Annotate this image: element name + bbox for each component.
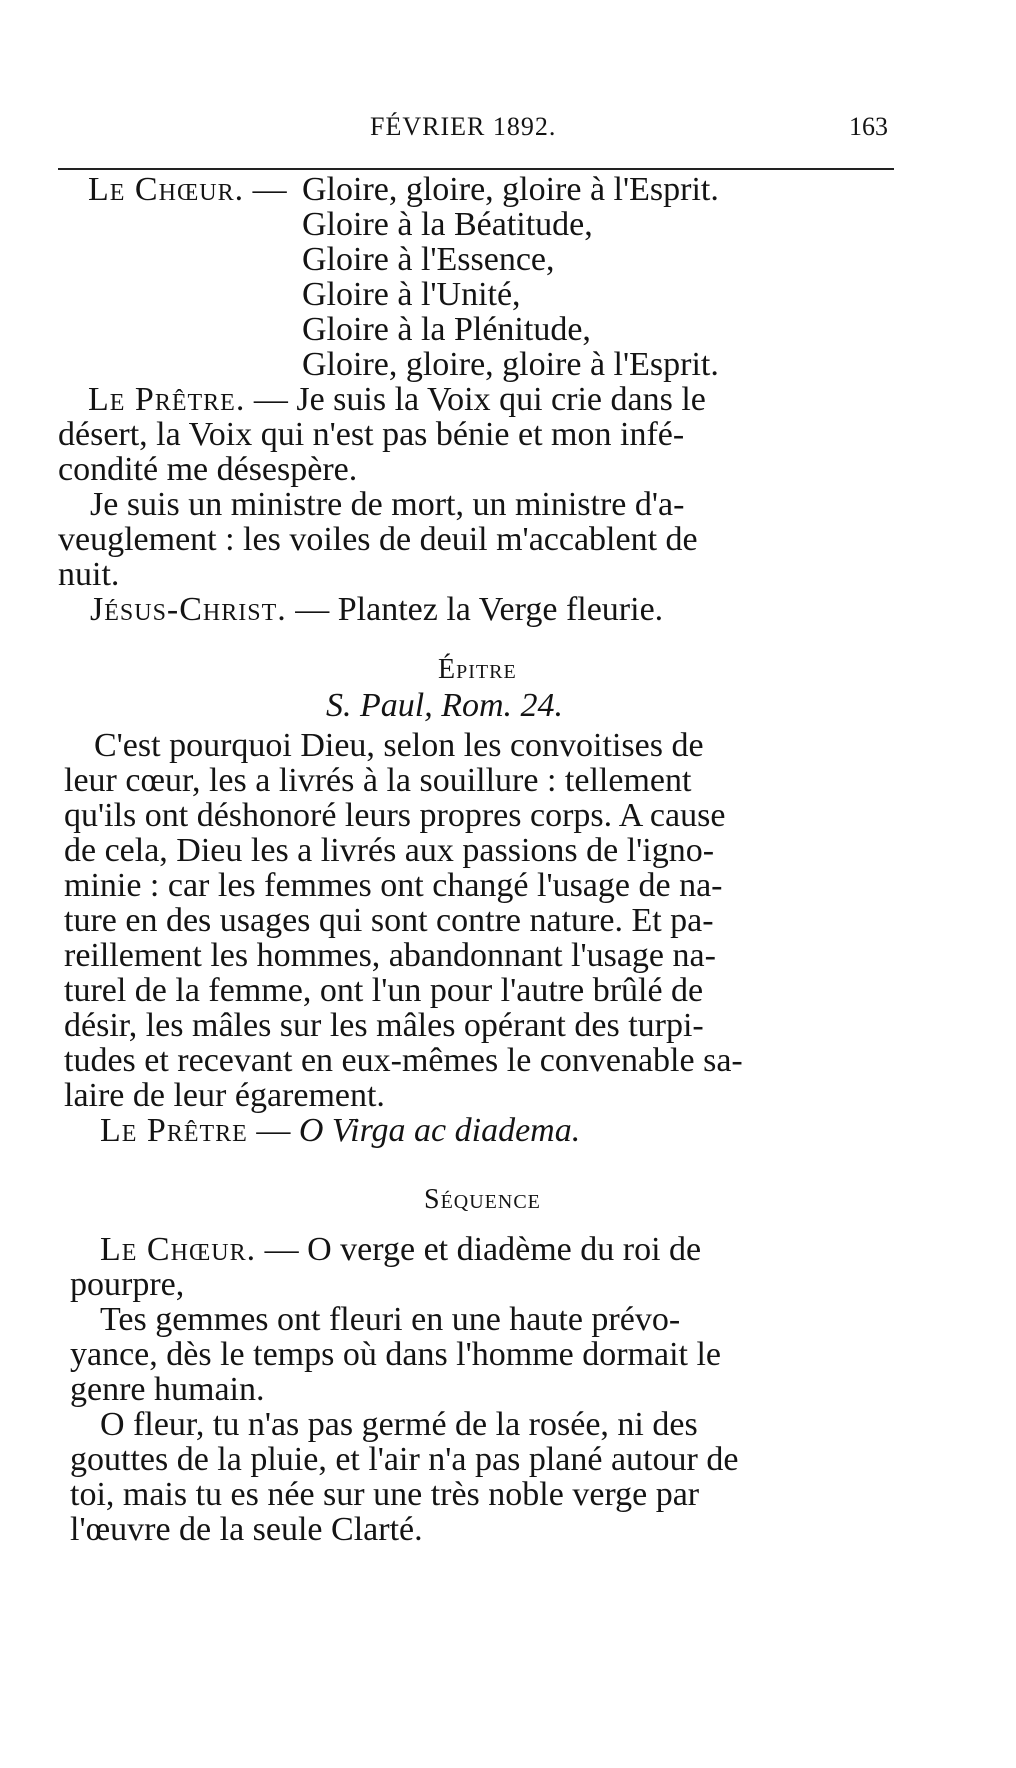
epitre-line-8: turel de la femme, ont l'un pour l'autre brûlé de — [64, 972, 704, 1009]
gloire-line-6: Gloire, gloire, gloire à l'Esprit. — [302, 346, 719, 383]
pretre-first-line: — Je suis la Voix qui crie dans le — [253, 381, 706, 418]
sequence-line-8: l'œuvre de la seule Clarté. — [70, 1511, 423, 1548]
jesus-text: — Plantez la Verge fleurie. — [295, 591, 664, 628]
epitre-line-2: leur cœur, les a livrés à la souillure : tellement — [64, 762, 692, 799]
pretre-virga-line — [100, 1111, 580, 1151]
pretre-line-5: nuit. — [58, 556, 120, 593]
gloire-line-4: Gloire à l'Unité, — [302, 276, 521, 313]
sequence-line-2: Tes gemmes ont fleuri en une haute prévo- — [100, 1301, 681, 1338]
epitre-line-5: minie : car les femmes ont changé l'usage de na- — [64, 867, 723, 904]
page-header — [58, 108, 898, 156]
gloire-line-1: Gloire, gloire, gloire à l'Esprit. — [302, 171, 719, 208]
sequence-first-line: — O verge et diadème du roi de — [264, 1231, 702, 1268]
epitre-line-1: C'est pourquoi Dieu, selon les convoitises de — [94, 727, 704, 764]
sequence-line-6: gouttes de la pluie, et l'air n'a pas plané autour de — [70, 1441, 739, 1478]
sequence-line-7: toi, mais tu es née sur une très noble verge par — [70, 1476, 700, 1513]
pretre-line-3: Je suis un ministre de mort, un ministre d'a- — [90, 486, 685, 523]
pretre-line-4: veuglement : les voiles de deuil m'accablent de — [58, 521, 698, 558]
gloire-line-2: Gloire à la Béatitude, — [302, 206, 593, 243]
gloire-line-3: Gloire à l'Essence, — [302, 241, 555, 278]
epitre-line-10: tudes et recevant en eux-mêmes le convenable sa- — [64, 1042, 743, 1079]
epitre-heading: Épitre — [438, 654, 517, 685]
epitre-line-4: de cela, Dieu les a livrés aux passions de l'igno- — [64, 832, 715, 869]
dash-2: — — [256, 1112, 291, 1149]
choeur-speaker-line — [88, 170, 287, 210]
epitre-line-3: qu'ils ont déshonoré leurs propres corps. A cause — [64, 797, 726, 834]
virga-text: O Virga ac diadema. — [298, 1112, 581, 1149]
dash: — — [252, 171, 287, 208]
gloire-line-5: Gloire à la Plénitude, — [302, 311, 591, 348]
running-title: FÉVRIER 1892. — [370, 112, 557, 141]
page-number: 163 — [849, 112, 888, 141]
sequence-line-4: genre humain. — [70, 1371, 265, 1408]
epitre-line-9: désir, les mâles sur les mâles opérant des turpi- — [64, 1007, 704, 1044]
sequence-line-3: yance, dès le temps où dans l'homme dormait le — [70, 1336, 722, 1373]
pretre-line-1: désert, la Voix qui n'est pas bénie et mon infé- — [58, 416, 685, 453]
speaker-jesus-christ: Jésus-Christ. — [90, 591, 287, 628]
pretre-speaker-line — [88, 380, 706, 420]
epitre-line-7: reillement les hommes, abandonnant l'usage na- — [64, 937, 716, 974]
sequence-speaker-line — [100, 1230, 701, 1270]
sequence-line-1: pourpre, — [70, 1266, 185, 1303]
speaker-le-pretre: Le Prêtre. — [88, 381, 246, 418]
speaker-le-choeur-2: Le Chœur. — [100, 1231, 257, 1268]
pretre-line-2: condité me désespère. — [58, 451, 358, 488]
epitre-line-6: ture en des usages qui sont contre nature. Et pa- — [64, 902, 714, 939]
sequence-heading: Séquence — [424, 1184, 541, 1215]
jesus-line — [90, 590, 663, 630]
sequence-line-5: O fleur, tu n'as pas germé de la rosée, ni des — [100, 1406, 698, 1443]
epitre-line-11: laire de leur égarement. — [64, 1077, 385, 1114]
speaker-le-pretre-2: Le Prêtre — [100, 1112, 248, 1149]
speaker-le-choeur: Le Chœur. — [88, 171, 245, 208]
epitre-reference: S. Paul, Rom. 24. — [326, 687, 564, 724]
